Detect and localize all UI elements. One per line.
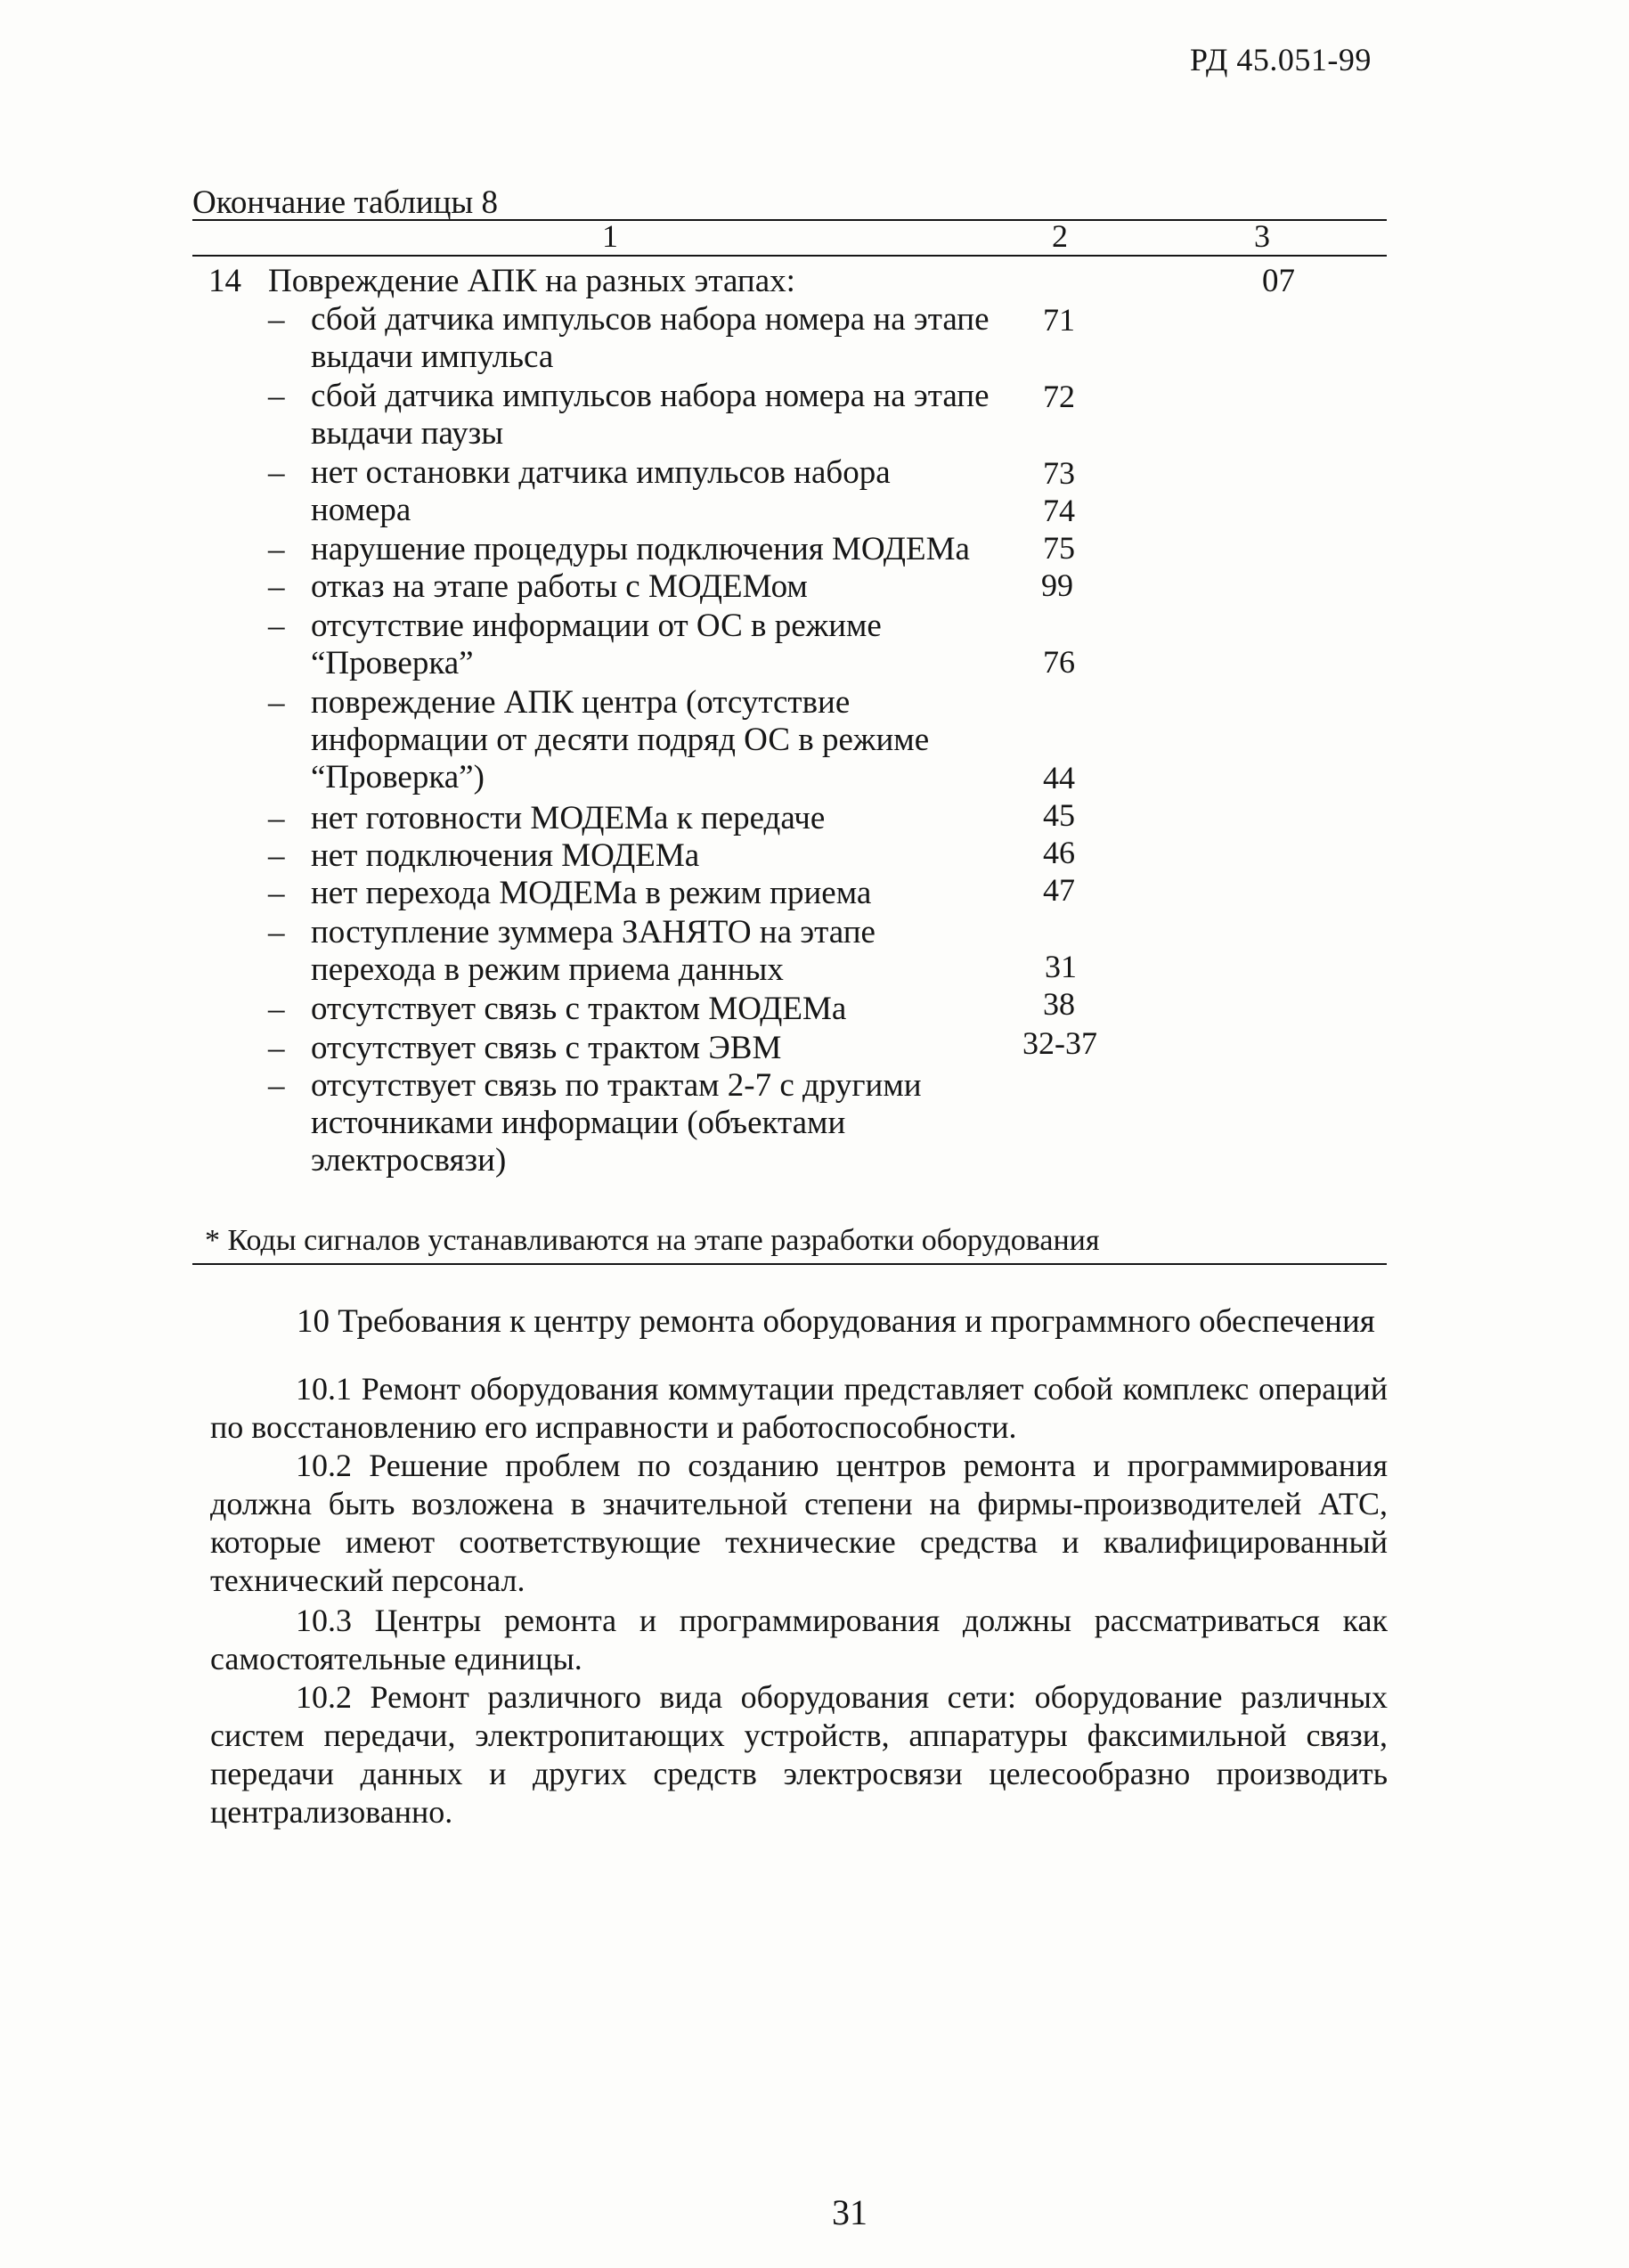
list-dash: – — [268, 1030, 285, 1066]
fault-item-line: “Проверка” — [311, 645, 474, 681]
paragraph-line: 10.2 Решение проблем по созданию центров ремонта и программирования — [296, 1448, 1388, 1483]
signal-code: 76 — [1043, 644, 1075, 680]
list-dash: – — [268, 1067, 285, 1104]
signal-code: 75 — [1043, 530, 1075, 566]
signal-code: 45 — [1043, 797, 1075, 833]
fault-item-line: номера — [311, 492, 411, 528]
fault-item-line: нет подключения МОДЕМа — [311, 837, 700, 874]
fault-item-line: отсутствует связь по трактам 2-7 с другими — [311, 1067, 922, 1104]
list-dash: – — [268, 454, 285, 491]
paragraph — [210, 1678, 1388, 1832]
document-code: РД 45.051-99 — [1190, 42, 1372, 78]
paragraph-line: технический персонал. — [210, 1562, 525, 1598]
signal-code: 38 — [1043, 986, 1075, 1022]
paragraph — [210, 1370, 1388, 1447]
list-dash: – — [268, 875, 285, 911]
table-footnote: * Коды сигналов устанавливаются на этапе разработки оборудования — [205, 1224, 1100, 1257]
table-caption: Окончание таблицы 8 — [192, 184, 499, 221]
list-dash: – — [268, 568, 285, 605]
signal-code: 32-37 — [1022, 1025, 1097, 1061]
fault-item-line: выдачи паузы — [311, 415, 504, 452]
fault-item-line: нет готовности МОДЕМа к передаче — [311, 800, 826, 836]
fault-item-line: поступление зуммера ЗАНЯТО на этапе — [311, 914, 876, 950]
signal-code: 47 — [1043, 872, 1075, 908]
column-header-1: 1 — [602, 218, 618, 254]
paragraph — [210, 1447, 1388, 1600]
page-number: 31 — [832, 2192, 867, 2232]
list-dash: – — [268, 800, 285, 836]
list-dash: – — [268, 608, 285, 644]
paragraph-line: по восстановлению его исправности и работоспособности. — [210, 1409, 1017, 1445]
table-bottom-rule — [192, 1263, 1387, 1265]
paragraph — [210, 1602, 1388, 1678]
paragraph-line: самостоятельные единицы. — [210, 1641, 582, 1677]
signal-code: 73 — [1043, 455, 1075, 491]
list-dash: – — [268, 914, 285, 950]
signal-code: 72 — [1043, 379, 1075, 414]
table-header-rule — [192, 255, 1387, 257]
list-dash: – — [268, 378, 285, 414]
signal-code: 31 — [1045, 949, 1077, 984]
paragraph-line: передачи данных и других средств электросвязи целесообразно производить — [210, 1756, 1388, 1791]
section-heading: 10 Требования к центру ремонта оборудования и программного обеспечения — [297, 1303, 1375, 1340]
fault-item-line: информации от десяти подряд ОС в режиме — [311, 722, 930, 758]
row-title: Повреждение АПК на разных этапах: — [268, 263, 795, 299]
fault-item-line: отсутствие информации от ОС в режиме — [311, 608, 882, 644]
row-code-col3: 07 — [1262, 263, 1295, 299]
fault-item-line: отсутствует связь с трактом ЭВМ — [311, 1030, 782, 1066]
paragraph-line: 10.2 Ремонт различного вида оборудования сети: оборудование различных — [296, 1679, 1388, 1715]
paragraph-line: 10.3 Центры ремонта и программирования должны рассматриваться как — [296, 1603, 1388, 1638]
fault-item-line: перехода в режим приема данных — [311, 951, 784, 988]
list-dash: – — [268, 684, 285, 721]
fault-item-line: сбой датчика импульсов набора номера на этапе — [311, 301, 990, 338]
paragraph-line: централизованно. — [210, 1794, 453, 1830]
fault-item-line: отказ на этапе работы с МОДЕМом — [311, 568, 808, 605]
paragraph-line: 10.1 Ремонт оборудования коммутации представляет собой комплекс операций — [296, 1371, 1388, 1407]
fault-item-line: выдачи импульса — [311, 339, 554, 375]
fault-item-line: источниками информации (объектами — [311, 1105, 846, 1141]
fault-item-line: нет остановки датчика импульсов набора — [311, 454, 891, 491]
fault-item-line: нарушение процедуры подключения МОДЕМа — [311, 531, 970, 567]
paragraph-line: должна быть возложена в значительной степени на фирмы-производителей АТС, — [210, 1486, 1388, 1522]
column-header-2: 2 — [1052, 218, 1068, 254]
fault-item-line: нет перехода МОДЕМа в режим приема — [311, 875, 872, 911]
signal-code: 71 — [1043, 302, 1075, 338]
row-number: 14 — [208, 263, 241, 299]
list-dash: – — [268, 837, 285, 874]
signal-code: 99 — [1041, 567, 1073, 603]
fault-item-line: отсутствует связь с трактом МОДЕМа — [311, 991, 847, 1027]
fault-item-line: повреждение АПК центра (отсутствие — [311, 684, 851, 721]
column-header-3: 3 — [1254, 218, 1270, 254]
list-dash: – — [268, 531, 285, 567]
signal-code: 44 — [1043, 760, 1075, 795]
fault-item-line: электросвязи) — [311, 1142, 507, 1179]
fault-item-line: сбой датчика импульсов набора номера на этапе — [311, 378, 990, 414]
paragraph-line: систем передачи, электропитающих устройств, аппаратуры факсимильной связи, — [210, 1717, 1388, 1753]
signal-code: 46 — [1043, 835, 1075, 870]
list-dash: – — [268, 991, 285, 1027]
fault-item-line: “Проверка”) — [311, 759, 485, 795]
paragraph-line: которые имеют соответствующие технические средства и квалифицированный — [210, 1524, 1388, 1560]
table-top-rule — [192, 219, 1387, 221]
list-dash: – — [268, 301, 285, 338]
signal-code: 74 — [1043, 493, 1075, 528]
